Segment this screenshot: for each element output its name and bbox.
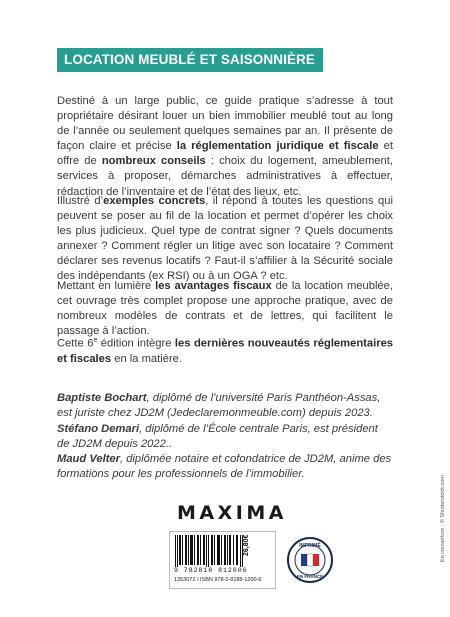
text-run: : choix du logement, ameublement, services à proposer, démarches administratives à effectuer, rédaction de l’inventaire et de l’état des lieux, etc.	[57, 155, 393, 198]
text-run: , il répond à toutes les questions qui peuvent se poser au fil de la location et permet d’opérer les choix les plus judicieux. Quel type de contrat signer ? Quels documents annexer ? Comment régler un litige avec son locataire ? Comment déclarer ses revenus locatifs ? Faut-il s’affilier à la Sécurité sociale des indépendants (ex RSI) ou à un OGA ? etc.	[57, 195, 393, 283]
bold-run: les avantages fiscaux	[155, 280, 272, 292]
author-description: , diplômé de l’École centrale Paris, est président de JD2M depuis 2022..	[57, 422, 378, 450]
blurb-paragraph-1	[57, 94, 393, 200]
text-run: de la location meublée, cet ouvrage très complet propose une approche pratique, avec de nombreux modèles de contrats et de lettres, qui facilitent le passage à l’action.	[57, 280, 393, 338]
barcode-bars	[174, 535, 244, 567]
back-cover-title: LOCATION MEUBLÉ ET SAISONNIÈRE	[57, 48, 323, 72]
barcode-digits: 9 782818 812006	[174, 567, 248, 574]
bold-run: exemples concrets	[103, 195, 206, 207]
author-name: Stéfano Demari	[57, 422, 140, 435]
author-name: Baptiste Bochart	[57, 392, 147, 404]
text-run: Mettant en lumière	[57, 280, 156, 292]
cover-credit: En couverture : © Shutterstock.com	[440, 475, 446, 562]
blurb-paragraph-2	[57, 194, 393, 285]
bold-run: nombreux conseils	[101, 155, 206, 168]
author-bio	[57, 391, 393, 421]
text-run: Destiné à un large public, ce guide pratique s’adresse à tout propriétaire désirant louer un bien immobilier meublé tout au long de l’année ou seulement quelques semaines par an. Il présente de façon claire et précise	[57, 95, 393, 153]
superscript: e	[93, 337, 98, 344]
blurb-paragraph-3	[57, 279, 393, 339]
seal-bottom-text: EN FRANCE	[296, 574, 324, 579]
text-run: et offre de	[57, 140, 393, 168]
isbn-line: 1353072 / ISBN 978-2-8188-1200-6	[174, 577, 262, 583]
publisher-logo: MAXIMA	[177, 502, 287, 524]
seal-icon	[286, 536, 334, 584]
bold-run: les dernières nouveautés réglementaires et fiscales	[57, 337, 394, 365]
author-description: , diplômé de l’université Paris Panthéon-Assas, est juriste chez JD2M (Jedeclaremonmeuble.com) depuis 2023.	[57, 392, 381, 420]
author-bio	[57, 452, 393, 482]
author-description: , diplômée notaire et cofondatrice de JD2M, anime des formations pour les professionnels de l’immobilier.	[57, 453, 392, 481]
text-run: Cette 6	[57, 337, 94, 350]
barcode	[169, 531, 276, 589]
author-bio	[57, 422, 393, 452]
price-label: 26,80€	[243, 534, 250, 556]
text-run: édition intègre	[97, 337, 175, 350]
bold-run: la réglementation juridique et fiscale	[176, 140, 379, 153]
author-name: Maud Velter	[57, 453, 120, 466]
seal-top-text: IMPRIMÉ	[299, 543, 321, 549]
imprime-en-france-seal	[286, 536, 334, 589]
text-run: Illustré d’	[57, 195, 104, 207]
author-bios	[57, 391, 393, 483]
text-run: en la matière.	[111, 352, 182, 365]
blurb-paragraph-4	[57, 333, 393, 367]
